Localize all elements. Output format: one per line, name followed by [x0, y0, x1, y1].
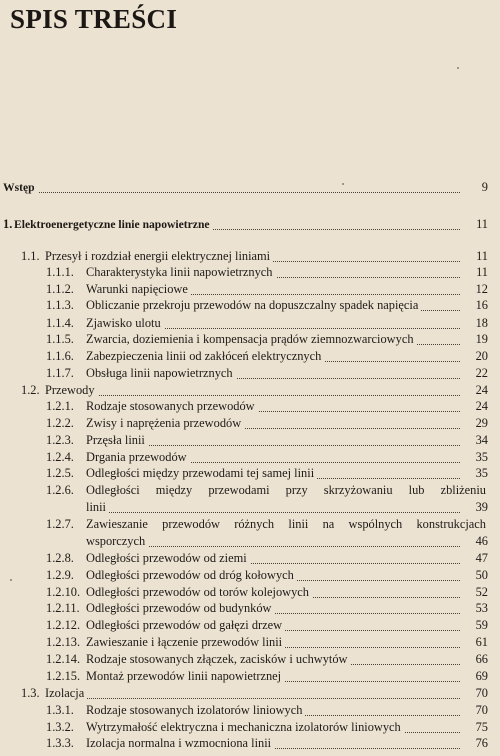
toc-entry-text: [86, 483, 486, 515]
toc-entry-label: Odległości między przewodami przy skrzyżowaniu lub zbliżeniu: [86, 483, 486, 497]
toc-entry-page-number: 18: [461, 316, 488, 331]
toc-entry-text: [86, 551, 460, 566]
toc-entry-text: [86, 635, 460, 650]
toc-entry-page-number: 53: [461, 601, 488, 616]
toc-entry-page-number: 46: [461, 534, 488, 549]
toc-entry-label: Zawieszanie i łączenie przewodów linii: [86, 635, 285, 649]
toc-entry-number: 1.: [3, 217, 13, 231]
toc-entry-number: 1.2.2.: [46, 416, 74, 430]
page-title: SPIS TREŚCI: [10, 4, 178, 34]
toc-entry-text: [86, 450, 460, 465]
toc-entry-page-number: 69: [461, 669, 488, 684]
toc-entry-page-number: 11: [461, 265, 488, 280]
toc-entry-page-number: 11: [461, 217, 488, 232]
leader-dots: [86, 512, 460, 513]
toc-entry-text: [86, 416, 460, 431]
toc-entry-number: 1.1.1.: [46, 265, 74, 279]
toc-entry-text: [86, 703, 460, 718]
toc-entry-text: [45, 686, 460, 701]
paper-speck: [342, 183, 344, 185]
toc-entry-label: Odległości przewodów od budynków: [86, 601, 274, 615]
toc-entry-number: 1.1.6.: [46, 349, 74, 363]
toc-entry-page-number: 20: [461, 349, 488, 364]
toc-entry-page-number: 19: [461, 332, 488, 347]
toc-entry-number: 1.2.5.: [46, 466, 74, 480]
toc-entry-text: [86, 652, 460, 667]
toc-entry-text: [86, 316, 460, 331]
toc-entry-page-number: 52: [461, 585, 488, 600]
toc-entry-label: Elektroenergetyczne linie napowietrzne: [14, 218, 213, 231]
leader-dots: [3, 192, 460, 193]
toc-entry-number: 1.2.8.: [46, 551, 74, 565]
toc-entry-label: Rodzaje stosowanych izolatorów liniowych: [86, 703, 305, 717]
toc-entry-page-number: 75: [461, 720, 488, 735]
toc-entry-label: Przewody: [45, 383, 98, 397]
toc-entry-number: 1.3.: [21, 686, 40, 700]
toc-entry-page-number: 66: [461, 652, 488, 667]
toc-entry-text: [86, 265, 460, 280]
toc-entry-text: [86, 399, 460, 414]
toc-entry-label: Przesył i rozdział energii elektrycznej liniami: [45, 249, 273, 263]
toc-entry-text: [86, 720, 460, 735]
toc-entry-number: 1.1.4.: [46, 316, 74, 330]
toc-entry-text: [86, 736, 460, 751]
toc-entry-page-number: 24: [461, 383, 488, 398]
toc-entry-label: Rodzaje stosowanych złączek, zacisków i uchwytów: [86, 652, 351, 666]
toc-entry-number: 1.3.1.: [46, 703, 74, 717]
toc-entry-page-number: 35: [461, 450, 488, 465]
toc-entry-text: [45, 383, 460, 398]
toc-entry-number: 1.2.13.: [46, 635, 81, 649]
toc-entry-text: [14, 217, 460, 232]
toc-entry-text: [86, 433, 460, 448]
toc-entry-number: 1.3.2.: [46, 720, 74, 734]
toc-entry-label: Zabezpieczenia linii od zakłóceń elektrycznych: [86, 349, 324, 363]
toc-entry-text: [86, 466, 460, 481]
toc-entry-label: Zawieszanie przewodów różnych linii na wspólnych konstrukcjach: [86, 517, 486, 531]
toc-entry-label-continued: wsporczych: [86, 534, 148, 548]
toc-entry-number: 1.2.14.: [46, 652, 81, 666]
toc-entry-label: Izolacja: [45, 686, 87, 700]
toc-entry-number: 1.2.11.: [46, 601, 80, 615]
toc-entry-label: Odległości przewodów od ziemi: [86, 551, 250, 565]
toc-entry-number: 1.2.: [21, 383, 40, 397]
toc-entry-number: 1.2.3.: [46, 433, 74, 447]
toc-entry-page-number: 61: [461, 635, 488, 650]
toc-entry-label: Rodzaje stosowanych przewodów: [86, 399, 258, 413]
toc-entry-label: Izolacja normalna i wzmocniona linii: [86, 736, 274, 750]
toc-entry-number: 1.1.: [21, 249, 40, 263]
toc-entry-label: Przęsła linii: [86, 433, 148, 447]
toc-entry-label: Zwisy i naprężenia przewodów: [86, 416, 244, 430]
toc-entry-page-number: 24: [461, 399, 488, 414]
toc-entry-label: Wstęp: [3, 181, 38, 194]
toc-entry-text: [86, 282, 460, 297]
leader-dots: [45, 698, 460, 699]
toc-entry-number: 1.2.4.: [46, 450, 74, 464]
toc-entry-page-number: 12: [461, 282, 488, 297]
toc-entry-number: 1.1.7.: [46, 366, 74, 380]
toc-entry-number: 1.3.3.: [46, 736, 74, 750]
toc-entry-label: Wytrzymałość elektryczna i mechaniczna izolatorów liniowych: [86, 720, 404, 734]
toc-entry-label: Zjawisko ulotu: [86, 316, 164, 330]
toc-entry-number: 1.1.3.: [46, 298, 74, 312]
toc-entry-label-continued: linii: [86, 500, 109, 514]
toc-entry-label: Odległości między przewodami tej samej linii: [86, 466, 317, 480]
toc-entry-page-number: 16: [461, 298, 488, 313]
toc-entry-text: [3, 180, 460, 195]
toc-entry-text: [86, 669, 460, 684]
toc-entry-text: [86, 517, 486, 549]
toc-entry-label: Obliczanie przekroju przewodów na dopuszczalny spadek napięcia: [86, 298, 421, 312]
toc-entry-text: [86, 332, 460, 347]
toc-entry-page-number: 11: [461, 249, 488, 264]
toc-entry-page-number: 34: [461, 433, 488, 448]
paper-speck: [10, 579, 12, 581]
paper-speck: [457, 67, 459, 69]
toc-entry-label: Zwarcia, doziemienia i kompensacja prądów ziemnozwarciowych: [86, 332, 417, 346]
toc-entry-number: 1.2.15.: [46, 669, 81, 683]
toc-entry-page-number: 35: [461, 466, 488, 481]
toc-entry-number: 1.2.9.: [46, 568, 74, 582]
toc-entry-label: Warunki napięciowe: [86, 282, 191, 296]
toc-entry-page-number: 29: [461, 416, 488, 431]
toc-entry-number: 1.2.10.: [46, 585, 81, 599]
toc-entry-text: [86, 349, 460, 364]
toc-entry-number: 1.2.12.: [46, 618, 81, 632]
toc-entry-number: 1.1.5.: [46, 332, 74, 346]
toc-entry-label: Obsługa linii napowietrznych: [86, 366, 236, 380]
toc-entry-text: [45, 249, 460, 264]
toc-entry-page-number: 9: [461, 180, 488, 195]
toc-entry-page-number: 59: [461, 618, 488, 633]
toc-entry-number: 1.2.6.: [46, 483, 74, 497]
toc-entry-page-number: 22: [461, 366, 488, 381]
toc-entry-text: [86, 298, 460, 313]
toc-entry-page-number: 70: [461, 703, 488, 718]
toc-entry-number: 1.1.2.: [46, 282, 74, 296]
toc-entry-text: [86, 618, 460, 633]
toc-entry-page-number: 47: [461, 551, 488, 566]
toc-entry-label: Charakterystyka linii napowietrznych: [86, 265, 276, 279]
toc-entry-text: [86, 366, 460, 381]
toc-entry-text: [86, 601, 460, 616]
toc-entry-text: [86, 568, 460, 583]
toc-entry-label: Odległości przewodów od torów kolejowych: [86, 585, 312, 599]
toc-entry-label: Montaż przewodów linii napowietrznej: [86, 669, 284, 683]
toc-entry-number: 1.2.7.: [46, 517, 74, 531]
toc-entry-label: Odległości przewodów od dróg kołowych: [86, 568, 297, 582]
toc-entry-page-number: 76: [461, 736, 488, 751]
toc-entry-page-number: 50: [461, 568, 488, 583]
toc-entry-number: 1.2.1.: [46, 399, 74, 413]
toc-entry-text: [86, 585, 460, 600]
toc-entry-label: Drgania przewodów: [86, 450, 190, 464]
toc-entry-page-number: 39: [461, 500, 488, 515]
toc-entry-page-number: 70: [461, 686, 488, 701]
leader-dots: [45, 395, 460, 396]
toc-entry-label: Odległości przewodów od gałęzi drzew: [86, 618, 285, 632]
